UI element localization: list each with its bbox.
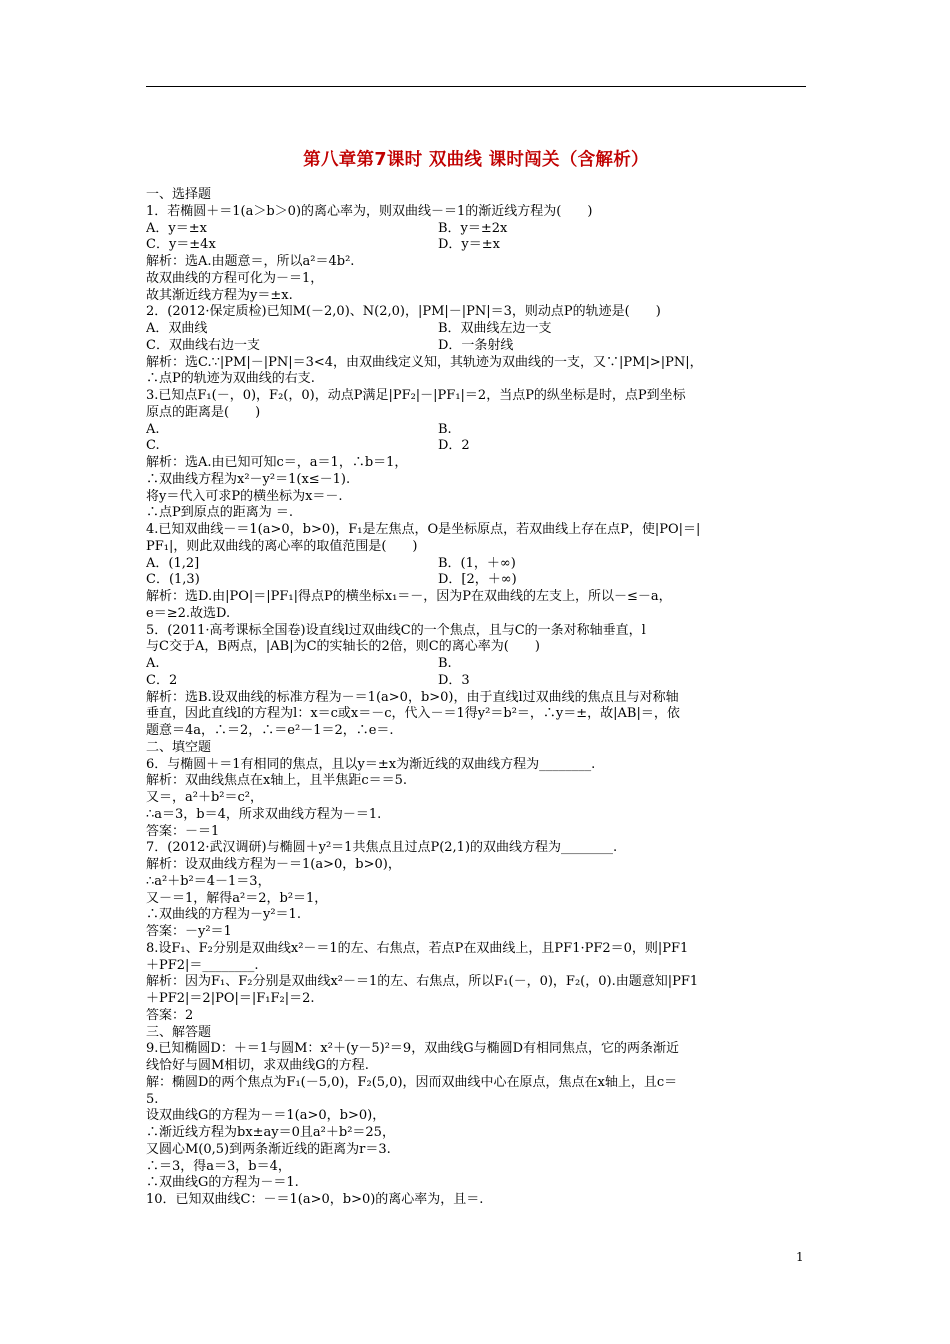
text-line: PF₁|，则此双曲线的离心率的取值范围是( ) — [146, 538, 418, 554]
text-line: 4.已知双曲线－＝1(a>0，b>0)，F₁是左焦点，O是坐标原点，若双曲线上存在点P，使|PO|＝| — [146, 522, 701, 537]
option-row — [146, 237, 810, 254]
text-line: 线恰好与圆M相切，求双曲线G的方程. — [146, 1058, 369, 1073]
text-line: 6．与椭圆＋＝1有相同的焦点，且以y＝±x为渐近线的双曲线方程为________. — [146, 756, 596, 772]
text-line: 1．若椭圆＋＝1(a＞b＞0)的离心率为，则双曲线－＝1的渐近线方程为( ) — [146, 203, 593, 219]
option-left: A．y＝±x — [146, 220, 207, 236]
option-left: A. — [146, 421, 160, 437]
text-line: 解析：选D.由|PO|＝|PF₁|得点P的横坐标x₁＝－，因为P在双曲线的左支上，所以－≤－a， — [146, 589, 672, 604]
option-right: D．y＝±x — [438, 237, 500, 253]
text-line: 5．(2011·高考课标全国卷)设直线l过双曲线C的一个焦点，且与C的一条对称轴垂直，l — [146, 622, 646, 638]
option-right: B．(1，＋∞) — [438, 555, 516, 571]
option-row — [146, 338, 810, 355]
option-left: C．y＝±4x — [146, 237, 216, 253]
text-line: 又圆心M(0,5)到两条渐近线的距离为r＝3. — [146, 1141, 391, 1157]
text-line: 故双曲线的方程可化为－＝1， — [146, 270, 324, 286]
option-right: B．y＝±2x — [438, 220, 508, 236]
text-line: 又＝，a²＋b²＝c²， — [146, 790, 263, 805]
text-line: ＋PF2|＝________. — [146, 957, 259, 973]
text-line: 解析：选A.由已知可知c＝，a＝1，∴b＝1， — [146, 455, 408, 470]
option-right: D．3 — [438, 672, 470, 688]
option-left: C. — [146, 438, 160, 454]
text-line: ∴点P的轨迹为双曲线的右支. — [146, 371, 315, 387]
text-line: ∴双曲线G的方程为－＝1. — [146, 1175, 299, 1191]
option-row — [146, 438, 810, 455]
text-line: 三、解答题 — [146, 1024, 212, 1040]
option-left: A. — [146, 656, 160, 671]
option-right: D．2 — [438, 438, 470, 454]
option-row — [146, 673, 810, 690]
text-line: 解析：设双曲线方程为－＝1(a>0，b>0)， — [146, 857, 401, 872]
text-line: 8.设F₁、F₂分别是双曲线x²－＝1的左、右焦点，若点P在双曲线上，且PF1·PF2＝0，则|PF1 — [146, 940, 689, 956]
text-line: ∴点P到原点的距离为 ＝. — [146, 505, 294, 521]
text-line: 10．已知双曲线C：－＝1(a>0，b>0)的离心率为，且＝. — [146, 1192, 484, 1207]
text-line: ∴双曲线方程为x²－y²＝1(x≤－1). — [146, 471, 351, 487]
header-rule — [146, 86, 806, 87]
text-line: 解析：选B.设双曲线的标准方程为－＝1(a>0，b>0)，由于直线l过双曲线的焦点且与对称轴 — [146, 689, 679, 705]
option-right: D．一条射线 — [438, 337, 514, 353]
text-line: 故其渐近线方程为y＝±x. — [146, 287, 293, 303]
text-line: ∴渐近线方程为bx±ay＝0且a²＋b²＝25， — [146, 1125, 395, 1140]
option-left: C．2 — [146, 672, 178, 688]
text-line: 答案：－＝1 — [146, 823, 220, 839]
option-right: B. — [438, 656, 452, 671]
text-line: ＋PF2|＝2|PO|＝|F₁F₂|＝2. — [146, 991, 315, 1006]
text-line: 解析：因为F₁、F₂分别是双曲线x²－＝1的左、右焦点，所以F₁(－，0)，F₂(，0).由题意知|PF1 — [146, 974, 699, 990]
text-line: 题意＝4a，∴＝2，∴＝e²－1＝2，∴e＝. — [146, 723, 394, 738]
text-line: 垂直，因此直线l的方程为l：x＝c或x＝－c，代入－＝1得y²＝b²＝，∴y＝±，故|AB|＝，依 — [146, 706, 680, 722]
option-row — [146, 221, 810, 238]
option-left: A．双曲线 — [146, 321, 208, 336]
option-right: B．双曲线左边一支 — [438, 321, 552, 336]
text-line: 将y＝代入可求P的横坐标为x＝－. — [146, 488, 343, 504]
document-title: 第八章第7课时 双曲线 课时闯关（含解析） — [303, 150, 649, 170]
text-line: 原点的距离是( ) — [146, 404, 261, 420]
option-row — [146, 321, 810, 338]
option-row — [146, 556, 810, 573]
text-line: ∴a＝3，b＝4，所求双曲线方程为－＝1. — [146, 806, 382, 822]
option-left: C．双曲线右边一支 — [146, 337, 260, 353]
option-row — [146, 572, 810, 589]
text-line: 7．(2012·武汉调研)与椭圆＋y²＝1共焦点且过点P(2,1)的双曲线方程为________. — [146, 840, 618, 856]
document-body — [146, 187, 810, 1209]
text-line: 一、选择题 — [146, 187, 212, 202]
text-line: 与C交于A，B两点，|AB|为C的实轴长的2倍，则C的离心率为( ) — [146, 639, 540, 655]
text-line: 解析：双曲线焦点在x轴上，且半焦距c＝＝5. — [146, 773, 408, 789]
text-line: e＝≥2.故选D. — [146, 605, 231, 621]
text-line: 解：椭圆D的两个焦点为F₁(－5,0)，F₂(5,0)，因而双曲线中心在原点，焦点在x轴上，且c＝ — [146, 1074, 678, 1090]
text-line: 设双曲线G的方程为－＝1(a>0，b>0)， — [146, 1108, 386, 1124]
text-line: 又－＝1，解得a²＝2，b²＝1， — [146, 890, 328, 906]
text-line: 2．(2012·保定质检)已知M(－2,0)、N(2,0)，|PM|－|PN|＝3，则动点P的轨迹是( ) — [146, 304, 661, 320]
option-right: B. — [438, 421, 452, 437]
text-line: 答案：－y²＝1 — [146, 924, 232, 939]
option-row — [146, 656, 810, 673]
option-right: D．[2，＋∞) — [438, 572, 517, 588]
text-line: 9.已知椭圆D：＋＝1与圆M：x²＋(y－5)²＝9，双曲线G与椭圆D有相同焦点，它的两条渐近 — [146, 1041, 680, 1057]
text-line: 答案：2 — [146, 1007, 194, 1023]
text-line: 5. — [146, 1091, 159, 1107]
text-line: ∴a²＋b²＝4－1＝3， — [146, 873, 271, 889]
page-number: 1 — [796, 1250, 804, 1264]
text-line: 解析：选A.由题意＝，所以a²＝4b². — [146, 254, 355, 269]
text-line: ∴双曲线的方程为－y²＝1. — [146, 907, 301, 923]
text-line: 二、填空题 — [146, 739, 212, 755]
option-left: C．(1,3) — [146, 572, 200, 588]
text-line: 解析：选C.∵|PM|－|PN|＝3<4，由双曲线定义知，其轨迹为双曲线的一支，又∵|PM|>|PN|， — [146, 354, 703, 370]
option-left: A．(1,2] — [146, 555, 200, 571]
text-line: ∴＝3，得a＝3，b＝4， — [146, 1158, 291, 1174]
option-row — [146, 422, 810, 439]
text-line: 3.已知点F₁(－，0)，F₂(，0)，动点P满足|PF₂|－|PF₁|＝2，当点P的纵坐标是时，点P到坐标 — [146, 388, 686, 403]
